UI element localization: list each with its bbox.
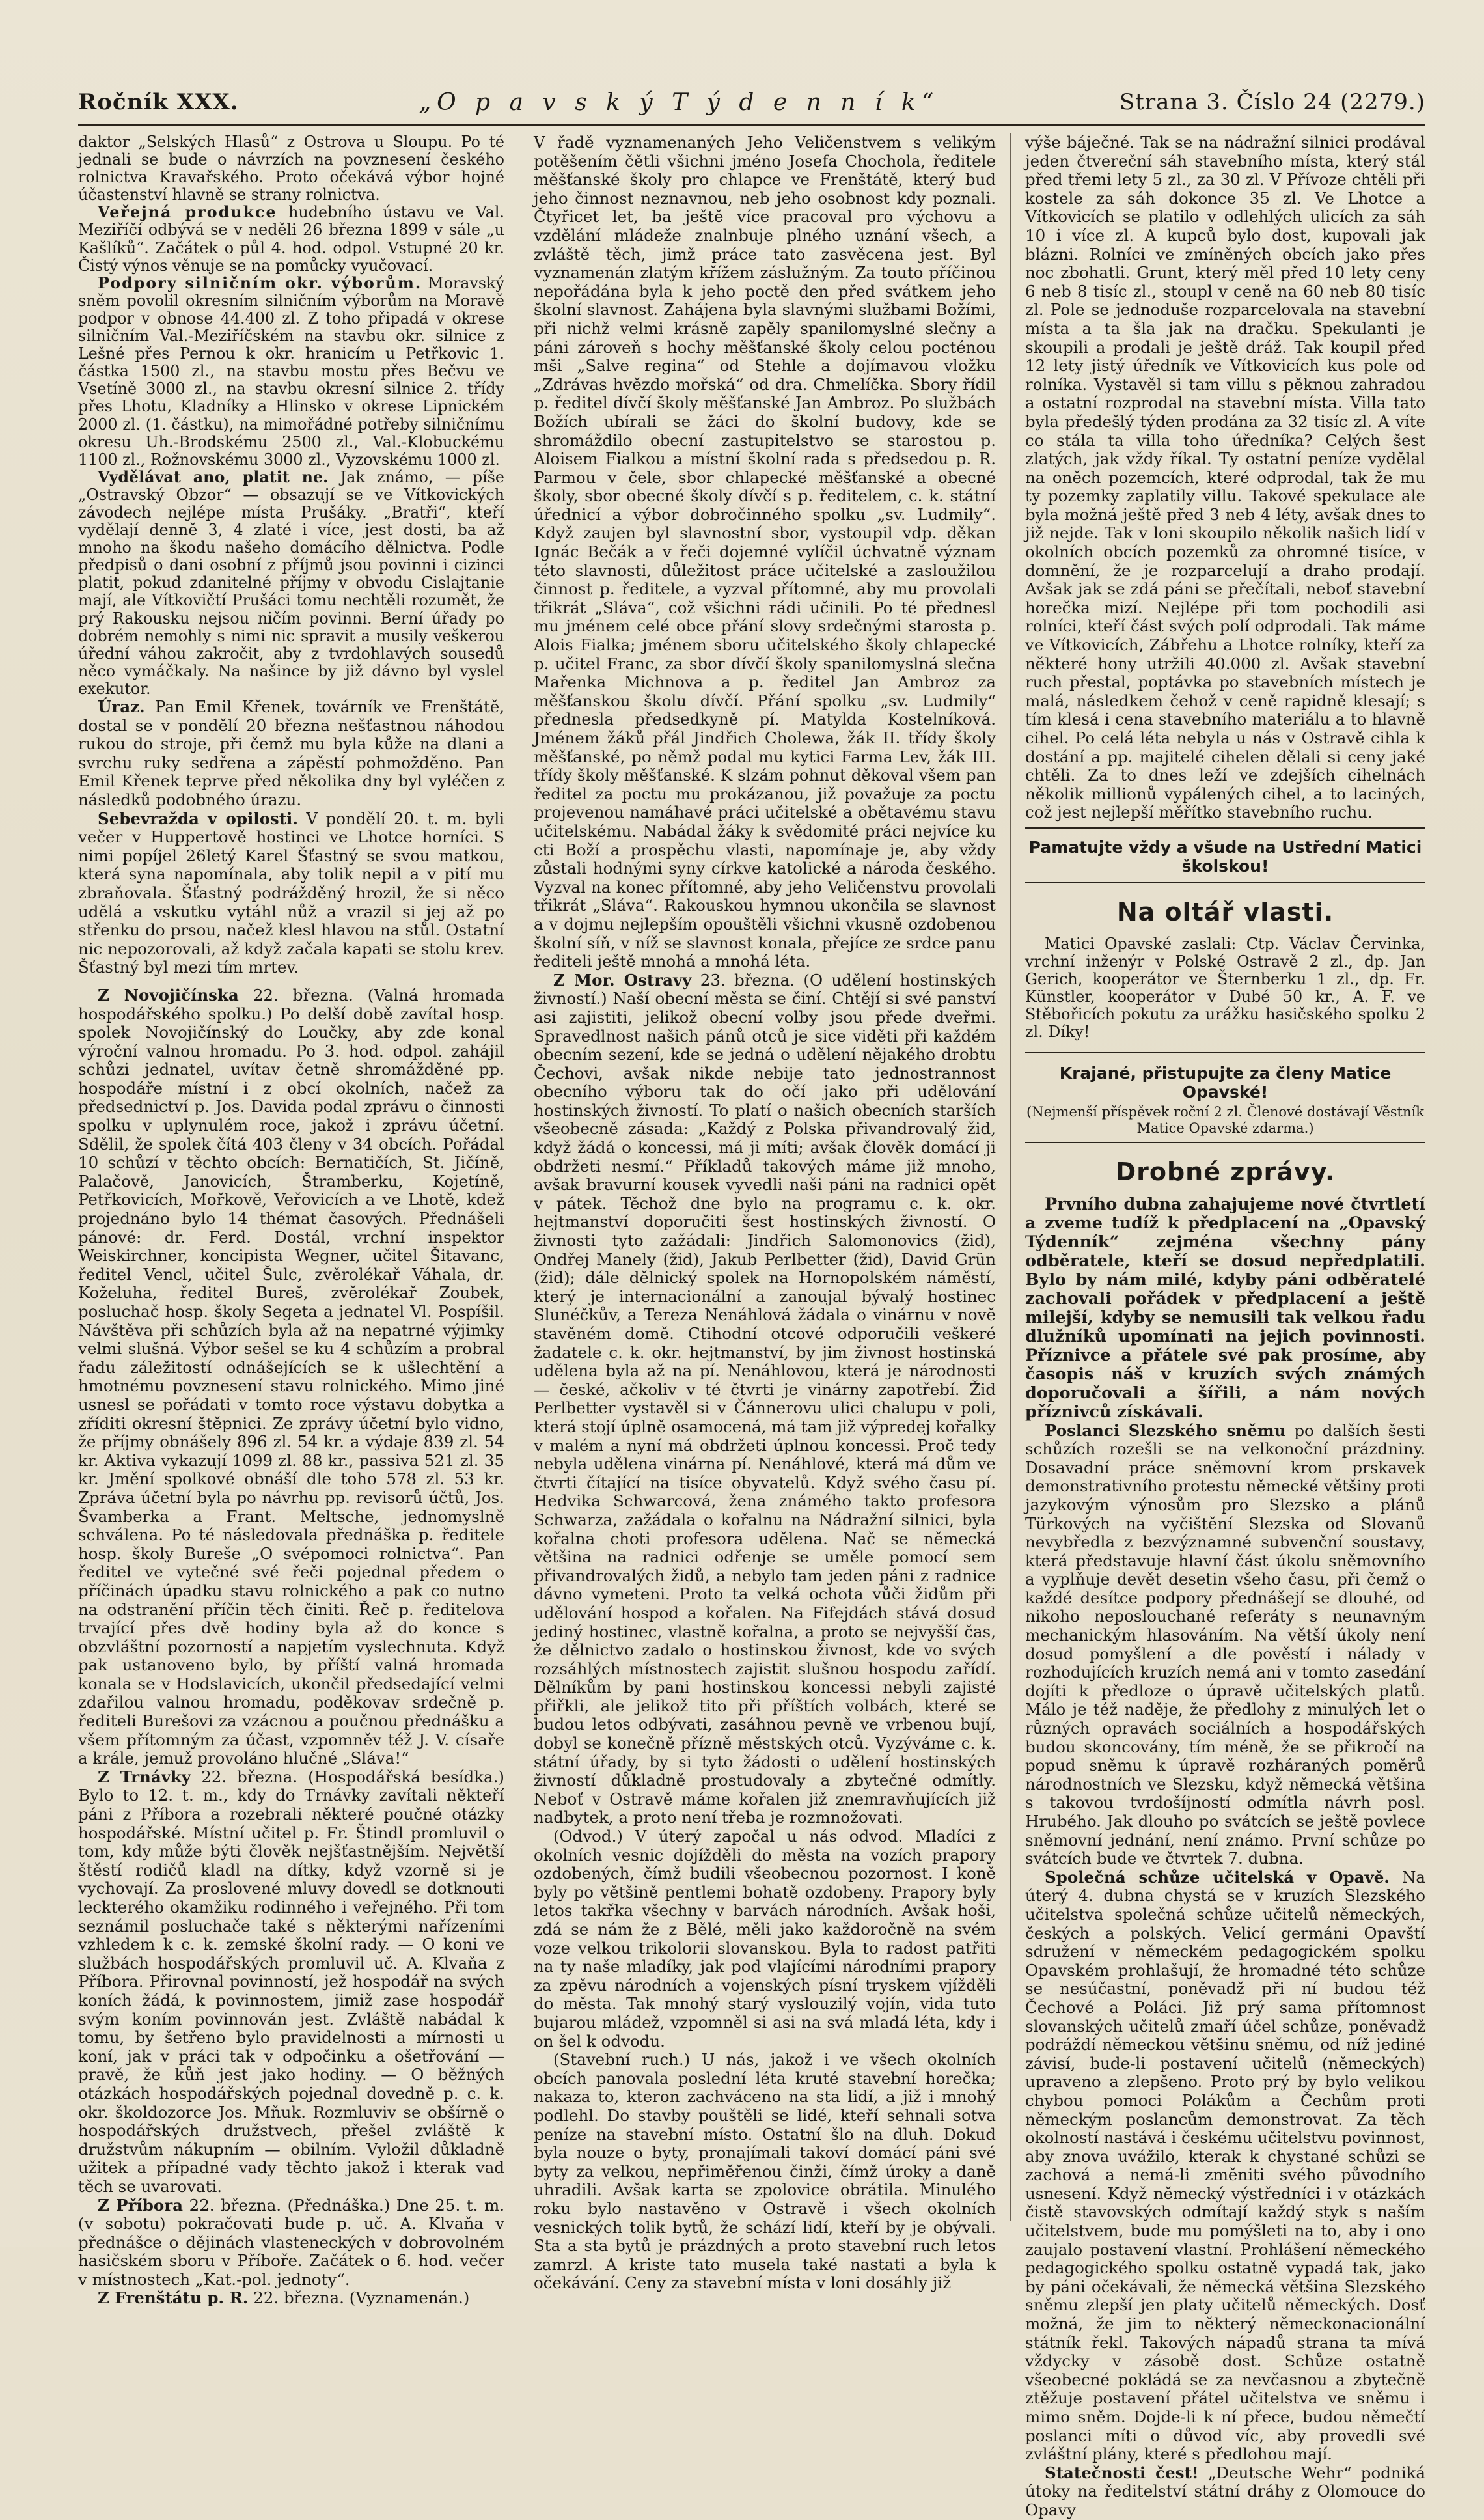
header-rule (78, 124, 1425, 126)
article-heading: Z Příbora (98, 2195, 184, 2215)
section-title: Drobné zprávy. (1115, 1157, 1336, 1186)
article-heading: Společná schůze učitelská v Opavě. (1045, 1867, 1390, 1887)
membership-appeal: Krajané, přistupujte za členy Matice Opavské! (1059, 1063, 1392, 1101)
section-rule (1025, 1052, 1425, 1053)
column-left (78, 133, 505, 2308)
article (78, 275, 504, 469)
columns (78, 133, 1425, 2519)
article (78, 2289, 504, 2308)
article-text: (Odvod.) V úterý započal u nás odvod. Mladíci z okolních vesnic dojížděli do města na vozích prapory ozdobených, čímž budili všeobecnou pozornost. I koně byly po většině pentlemi bohatě ozdobeny. Prapory byly letos takřka všechny v barvách národních. Avšak hoši, zdá se nám že z Bělé, měli jako každoročně na svém voze velkou trikolorii slovanskou. Byla to radost patřiti na ty naše mladíky, jak pod vlajícími národními prapory za zpěvu národních a vojenských písní tryskem vjížděli do města. Tak mnohý starý vyslouzilý vojín, vida tuto bujarou mládež, vzpomněl si asi na svá mladá léta, kdy i on šel k odvodu. (534, 1827, 996, 2051)
article-text: 22. března. (Valná hromada hospodářského spolku.) Po delší době zavítal hosp. spolek Novojičínský do Loučky, aby zde konal výroční valnou hromadu. Po 3. hod. odpol. zahájil schůzi jednatel, uvítav četně shromážděné pp. hospodáře místní i z obcí okolních, načež za předsednictví p. Jos. Davida podal zprávu o činnosti spolku v uplynulém roce, jakož i zprávu účetní. Sdělil, že spolek čítá 403 členy v 34 obcích. Pořádal 10 schůzí v těchto obcích: Bernatičích, St. Jičíně, Palačově, Janovicích, Štramberku, Kojetíně, Petřkovicích, Mořkově, Veřovicích a ve Lhotě, kdež projednáno bylo 14 thémat časových. Přednášeli pánové: dr. Ferd. Dostál, vrchní inspektor Weiskirchner, koncipista Wegner, učitel Šitavanc, ředitel Vencl, učitel Šulc, zvěrolékař Váhala, dr. Koželuha, ředitel Bureš, zvěrolékař Zoubek, posluchač hosp. školy Segeta a jednatel Vl. Pospíšil. Návštěva při schůzích byla až na nepatrné výjimky velmi slušná. Výbor sešel se ku 4 schůzím a probral řadu záležitostí odnášejících se k ušlechtění a hmotnému povznesení stavu rolnického. Mimo jiné usnesl se pořádati v tomto roce výstavu dobytka a zříditi okresní štěpnici. Ze zprávy účetní bylo vidno, že příjmy obnášely 896 zl. 54 kr. a výdaje 839 zl. 54 kr. Aktiva vykazují 1099 zl. 88 kr., passiva 521 zl. 35 kr. Jmění spolkové obnáší dle toho 578 zl. 53 kr. Zpráva účetní byla po návrhu pp. revisorů účtů, Jos. Švamberka a Frant. Meltsche, jednomyslně schválena. Po té následovala přednáška p. ředitele hosp. školy Bureše „O svépomoci rolnictva“. Pan ředitel ve vytečné své řeči pojednal předem o příčinách úpadku stavu rolnického a pak co nutno na odstranění příčin těch činiti. Řeč p. ředitelova trvající přes dvě hodiny byla až do konce s obzvláštní pozorností a napjetím vyslechnuta. Když pak ustanoveno bylo, by příští valná hromada konala se v Hodslavicích, ukončil předsedající velmi zdařilou valnou hromadu, poděkovav srdečně p. řediteli Burešovi za vzácnou a poučnou přednášku a všem přítomným za účast, vzpomněv též J. V. císaře a krále, jemuž provoláno hlučné „Sláva!“ (78, 985, 504, 1768)
article (1025, 1422, 1425, 1868)
donation-list: Matici Opavské zaslali: Ctp. Václav Červinka, vrchní inženýr v Polské Ostravě 2 zl., dp. Jan Gerich, kooperátor ve Šternberku 1 zl., dp. Fr. Künstler, kooperátor v Dubé 50 kr., A. F. ve Stěbořicích pokutu za urážku hasičského spolku 2 zl. Díky! (1025, 934, 1425, 1042)
matice-slogan: Pamatujte vždy a všude na Ustřední Matici školskou! (1028, 837, 1422, 876)
page-and-issue: Strana 3. Číslo 24 (2279.) (1119, 89, 1425, 115)
article-heading: Z Trnávky (98, 1767, 191, 1786)
article-text: po dalších šesti schůzích rozešli se na velkonoční prázdniny. Dosavadní práce sněmovní krom prskavek demonstrativního protestu německé většiny proti jazykovým výnosům pro Slezsko a plánů Türkových na vyčištění Slezska od Slovanů nevybředla z bezvýznamné subvenční soustavy, která představuje hlavní část úkolu sněmovního a vyplňuje devět desetin všeho času, při čemž o každé desítce podpory přednášejí se dlouhé, od nikoho neposlouchané referáty s neunavným mechanickým hlasováním. Na větší úkoly není dosud pomyšlení a dle pověstí i nálady v rozhodujících kruzích nemá ani v tomto zasedání dojíti k předloze o úpravě učitelských platů. Málo je též naděje, že předlohy z minulých let o různých opravách sociálních a hospodářských budou skoncovány, tím méně, že se přikročí na popud sněmu k úpravě rozháraných poměrů národnostních ve Slezsku, když německá většina s takovou tvrdošíjností odmítla návrh posl. Hrubého. Jak dlouho po svátcích se ještě povlece sněmovní jednání, není známo. První schůze po svátcích bude ve čtvrtek 7. dubna. (1025, 1420, 1425, 1868)
article-text: 23. března. (O udělení hostinských živností.) Naší obecní města se činí. Chtějí si své panství asi zajistiti, jelikož obecní volby jsou přede dveřmi. Spravedlnost našich pánů otců je sice viděti při každém obecním sezení, kde se jedná o udělení nějakého drobtu Čechovi, avšak nikde nebije tato jednostrannost obecního výboru tak do očí jako při udělování hostinských živností. To platí o našich obecních starších všeobecně zásada: „Každý z Polska přivandrovalý žid, když žádá o koncessi, má ji míti; avšak člověk domácí ji obdržeti nesmí.“ Příkladů takových máme již mnoho, avšak bravurní kousek vyvedli naši páni na radnici opět v pátek. Těchož dne bylo na programu c. k. okr. hejtmanství doporučiti šest hostinských živností. O živnosti tyto zažádali: Jindřich Salomonovics (žid), Ondřej Manely (žid), Jakub Perlbetter (žid), David Grün (žid); dále dělnický spolek na Hornopolském náměstí, který je internacionální a zanoujal bývalý hostinec Slunéčkův, a Tereza Nenáhlová žádala o vinárnu v nově stavěném domě. Ctihodní otcové odporučili veškeré žadatele c. k. okr. hejtmanství, by jim živnost hostinská udělena byla až na pí. Nenáhlovou, která je národnosti — české, ačkoliv v té čtvrti je vinárny zapotřebí. Žid Perlbetter vystavěl si v Čánnerovu ulici chalupu v poli, která stojí úplně osamocená, má tam již výpredej kořalky v malém a nyní má obdržeti úplnou koncessi. Proč tedy nebyla udělena vinárna pí. Nenáhlové, která má dům ve čtvrti čítající na tisíce obyvatelů. Když svého času pí. Hedvika Schwarcová, žena známého takto profesora Schwarza, zažádala o kořalnu na Nádražní silnici, byla kořalna choti profesora udělena. Nač se německá většina na radnici odřenje se uměle pomocí sem přivandrovalých židů, a nebylo tam jeden páni z radnice dávno vymeteni. Proto ta velká ochota vůči židům při udělování hospod a kořalen. Na Fifejdách stává dosud jediný hostinec, vlastně kořalna, a proto se nejvyšší čas, že dělnictvo zadalo o hostinskou živnost, kde vo svých rozsáhlých místnostech zajistit slušnou hospodu zařídí. Dělníkům by pani hostinskou koncessi nebyli zajisté přiřkli, ale jelikož tito při příštích volbách, které se budou letos odbývati, zasáhnou pevně ve vrbenou bují, dobyl se konečně přízně městských otců. Vyzýváme c. k. státní úřady, by si tyto žádosti o udělení hostinských živností důkladně prostudovaly a zbytečné odmítly. Neboť v Ostravě máme kořalen již znemravňujících již nadbytek, a proto není třeba je rozmnožovati. (534, 970, 996, 1827)
article-text: výše báječné. Tak se na nádražní silnici prodával jeden čtvereční sáh stavebního místa, který stál před třemi lety 5 zl., za 30 zl. V Přívoze chtěli při kostele za sáh dokonce 35 zl. Ve Lhotce a Vítkovicích se platilo v odlehlých ulicích za sáh 10 i více zl. A kupců bylo dost, kupovali jak blázni. Rolníci ve zmíněných obcích jako přes noc zbohatli. Grunt, který měl před 10 lety ceny 6 neb 8 tisíc zl., stoupl v ceně na 60 neb 80 tisíc zl. Pole se jednoduše rozparcelovala na stavební místa a ta šla jak na dračku. Spekulanti je skoupili a prodali je ještě dráž. Tak koupil před 12 lety jistý úředník ve Vítkovicích kus pole od rolníka. Vystavěl si tam villu s pěknou zahradou a ostatní rozprodal na stavební místa. Villa tato byla předešlý týden prodána za 32 tisíc zl. A víte co stála ta villa toho úředníka? Celých šest zlatých, jak vždy říkal. Ty ostatní peníze vydělal na oněch pozemcích, které odprodal, tak že mu ty pozemky zaplatily villu. Takové spekulace ale byla možná ještě před 3 neb 4 léty, avšak dnes to již nejde. Tak v loni skoupilo několik našich lidí v okolních obcích pozemků za ohromné tisíce, v domnění, že je rozparcelují a draho prodají. Avšak jak se zdá páni se přečítali, neboť stavební horečka mizí. Nejlépe při tom pochodili asi rolníci, kteří část svých polí odprodali. Tak máme ve Vítkovicích, Zábřehu a Lhotce rolníky, kteří za některé hony utržili 40.000 zl. Avšak stavební ruch přestal, poptávka po stavebních místech je malá, následkem čehož v ceně rapidně klesají; s tím klesá i cena stavebního materiálu a to hlavně cihel. Po celá léta nebyla u nás v Ostravě cihla k dostání a pp. majitelé cihelen dělali si ceny jaké chtěli. Za to dnes leží ve zdejších cihelnách několik millionů vypálených cihel, a to laciných, což jest nejlepší měřítko stavebního ruchu. (1025, 133, 1425, 822)
article-heading: Z Novojičínska (98, 985, 239, 1004)
article-text: „Deutsche Wehr“ podniká útoky na ředitelství státní dráhy z Olomouce do Opavy (1025, 2463, 1425, 2519)
article (78, 810, 504, 977)
article-text: Pan Emil Křenek, továrník ve Frenštátě, dostal se v pondělí 20 března nešťastnou náhodou rukou do stroje, při čemž mu byla kůže na dlani a svrchu ruky sedřena a zápěstí pohmožděno. Pan Emil Křenek teprve před několika dny byl vyléčen z následků podobného úrazu. (78, 697, 504, 809)
article-text: Moravský sněm povolil okresním silničním výborům na Moravě podpor v obnose 44.400 zl. Z toho připadá v okrese silničním Val.-Meziříčském na stavbu okr. silnice z Lešné přes Pernou k okr. hranicím u Petřkovic 1. částka 1500 zl., na stavbu mostu přes Bečvu ve Vsetíně 3000 zl., na stavbu okresní silnice 2. třídy přes Lhotu, Kladníky a Hlinsko v okrese Lipnickém 2000 zl. (1. částku), na mimořádné potřeby silničnímu okresu Uh.-Brodskému 2500 zl., Val.-Klobuckému 1100 zl., Rožnovskému 3000 zl., Vyzovskému 1000 zl. (78, 273, 504, 469)
article-text: 22. března. (Vyznamenán.) (253, 2288, 470, 2308)
article (78, 1768, 504, 2196)
column-right (1025, 133, 1425, 2519)
article-text: V pondělí 20. t. m. byli večer v Huppertově hostinci ve Lhotce horníci. S nimi popíjel 26letý Karel Šťastný se svou matkou, která syna napomínala, aby tolik nepil a v pití mu zbraňovala. Šťastný podrážděný hrozil, že si něco udělá a vskutku vytáhl nůž a vrazil si jej až po střenku do prsou, načež klesl hlavou na stůl. Ostatní nic nepozorovali, až když začala kapati se stolu krev. Šťastný byl mezi tím mrtev. (78, 809, 505, 977)
article-heading: Úraz. (98, 697, 145, 716)
section-rule (1025, 882, 1425, 883)
article-text: hudebního ústavu ve Val. Meziříčí odbývá se v neděli 26 března 1899 v sále „u Kašlíků“. Začátek o půl 4. hod. odpol. Vstupné 20 kr. Čistý výnos věnuje se na pomůcky vyučovací. (78, 203, 504, 275)
article (1025, 1868, 1425, 2464)
membership-appeal-note: (Nejmenší příspěvek roční 2 zl. Členové dostávají Věstník Matice Opavské zdarma.) (1026, 1103, 1424, 1136)
article-heading: Sebevražda v opilosti. (98, 809, 298, 828)
article-text: 22. března. (Přednáška.) Dne 25. t. m. (v sobotu) pokračovati bude p. uč. A. Klvaňa v přednášce o dějinách vlasteneckých v dobrovolném hasičském sboru v Příboře. Začátek o 6. hod. večer v místnostech „Kat.-pol. jednoty“. (78, 2195, 504, 2289)
volume-label: Ročník XXX. (78, 89, 239, 115)
article (78, 2196, 504, 2290)
newspaper-title: „O p a v s k ý T ý d e n n í k“ (419, 89, 940, 116)
article-text: daktor „Selských Hlasů“ z Ostrova u Sloupu. Po té jednali se bude o návrzích na povznesení českého rolnictva Kravařského. Proto očekává výbor hojné účastenství hlavně se strany rolnictva. (78, 133, 504, 204)
subscription-notice: Prvního dubna zahajujeme nové čtvrtletí a zveme tudíž k předplacení na „Opavský Týdenník“ zejména všechny pány odběratele, kteří se dosud nepředplatili. Bylo by nám milé, kdyby páni odběratelé zachovali pořádek v předplacení a ještě milejší, kdyby se nemusili tak velkou řadu dlužníků upomínati na jejich povinnosti. Příznivce a přátele své pak prosíme, aby časopis náš v kruzích svých známých doporučovali a šířili, a nám nových příznivců získávali. (1025, 1194, 1425, 1422)
article-text: V řadě vyznamenaných Jeho Veličenstvem s velikým potěšením čětli všichni jméno Josefa Chochola, ředitele měšťanské školy pro chlapce ve Frenštátě, který bud jeho činnost neznavnou, neb jeho osobnost kdy poznali. Čtyřicet let, ba ještě více pracoval pro výchovu a vzdělání mládeže znalnbuje plného uznání všech, a zvláště těch, jimž práce tato zasvěcena jest. Byl vyznamenán zlatým křížem záslužným. Za touto příčinou nepořádána byla k jeho poctě den před svátkem jeho školní slavnost. Zahájena byla slavnými službami Božími, při nichž velmi krásně zapěly spanilomyslné slečny a páni zároveň s hochy měšťanské školy celou pocténou mši „Salve regina“ od Stehle a dojímavou vložku „Zdrávas hvězdo mořská“ od dra. Chmelíčka. Sbory řídil p. ředitel dívčí školy měšťanské Jan Ambroz. Po službách Božích ubírali se žáci do školní budovy, kde se shromáždilo obecní zastupitelstvo se starostou p. Aloisem Fialkou a místní školní rada s předsedou p. R. Parmou v čele, sbor chlapecké měšťanské a obecné školy, sbor obecné školy dívčí s p. ředitelem, c. k. státní úřednicí a výbor dobročinného spolku „sv. Ludmily“. Když zaujen byl slavnostní sbor, vystoupil vdp. děkan Ignác Bečák a v řeči dojemné vylíčil úchvatně význam této slavnosti, důležitost práce učitelské a zasloužilou činnost p. ředitele, a vyzval přítomné, aby mu provolali třikrát „Sláva“, což všichni rádi učinili. Po té přednesl mu jménem celé obce přání slovy srdečnými starosta p. Alois Fialka; jménem sboru učitelského školy chlapecké p. učitel Franc, za sbor dívčí školy spanilomyslná slečna Mařenka Michnova a p. ředitel Jan Ambroz za měšťanskou školu dívčí. Přání spolku „sv. Ludmily“ přednesla předsedkyně pí. Matylda Kostelníková. Jménem žáků přál Jindřich Cholewa, žák II. třídy školy měšťanské, po němž podal mu kytici Farma Lev, žák III. třídy školy měšťanské. K slzám pohnut děkoval všem pan ředitel za poctu mu prokázanou, již považuje za poctu projevenou namáhavé práci učitelské a obětavému stavu učitelskému. Nabádal žáky k svědomité práci nejvíce ku cti Boží a prospěchu vlasti, napomínaje je, aby vždy zůstali hodnými syny církve katolické a národa českého. Vyzval na konec přítomné, aby jeho Veličenstvu provolali třikrát „Sláva“. Rakouskou hymnou ukončila se slavnost a v dojmu nejlepším opouštěli všichni vkusně ozdobenou školní síň, v níž se slavnost konala, přejíce ze srdce panu řediteli ještě mnohá a mnohá léta. (534, 133, 996, 971)
article-heading: Veřejná produkce (98, 203, 277, 222)
column-divider (1010, 133, 1011, 2221)
article-text: 22. března. (Hospodářská besídka.) Bylo to 12. t. m., kdy do Trnávky zavítali někteří páni z Příbora a rozebrali některé poučné otázky hospodářské. Místní učitel p. Fr. Štindl promluvil o tom, kdy může býti člověk nejšťastnějším. Největší štěstí rodičů kladl na dítky, když vzorně si je vychovají. Za proslovené mluvy dovedl se dotknouti leckterého okamžiku rodinného i veřejného. Při tom seznámil posluchače také s některými nařízeními vzhledem k c. k. zemské školní rady. — O koni ve službách hospodářských promluvil uč. A. Klvaňa z Příbora. Přirovnal povinností, jež hospodář na svých koních žádá, k povinnostem, jimiž zase hospodář svým koním povinnován jest. Zvláště nabádal k tomu, by šetřeno bylo pravidelnosti a mírnosti u koní, jak v práci tak v odpočinku a ošetřování — pravě, že kůň jest jako hodiny. — O běžných otázkách hospodářských pojednal dovedně p. c. k. okr. školdozorce Jos. Mňuk. Rozmluviv se obšírně o hospodářských družstvech, přešel zvláště k družstvům nákupním — obilním. Vyložil důkladně užitek a případné vady těchto jakož i kterak vad těch se uvarovati. (78, 1767, 504, 2196)
article-text: Na úterý 4. dubna chystá se v kruzích Slezského učitelstva společná schůze učitelů německých, českých a polských. Velicí germáni Opavští sdružení v německém pedagogickém spolku Opavském prohlašují, že hromadné této schůze se nesúčastní, poněvadž při ní budou též Čechové a Poláci. Již prý sama přítomnost slovanských učitelů zmaří účel schůze, poněvadž podráždí německou většinu sněmu, od níž jediné závisí, bude-li postavení učitelů (německých) upraveno a zlepšeno. Proto prý by bylo velikou chybou pomoci Polákům a Čechům proti německým poslancům demonstrovat. Za těch okolností nastává i českému učitelstvu povinnost, aby znova uvážilo, kterak k chystané schůzi se zachová a nemá-li změniti svého původního usnesení. Když německý výstředníci i v otázkách čistě stavovských odmítají každý styk s naším učitelstvem, bude mu pomýšleti na to, aby i ono zaujalo postavení vlastní. Prohlášení německého pedagogického spolku ostatně vypadá tak, jako by páni očekávali, že německá většina Slezského sněmu zlepší jen platy učitelů německých. Dosť možná, že jim to některý německonacionální státník řekl. Takových nápadů strana ta mívá vždycky v zásobě dost. Schůze ostatně všeobecné pokládá se za nevčasnou a zbytečně ztěžuje postavení přátel učitelstva ve sněmu i mimo sněm. Dojde-li k ní přece, budou němečtí poslanci míti o důvod víc, aby provedli své zvláštní plány, které s předlohou mají. (1025, 1867, 1425, 2464)
article-heading: Vydělávat ano, platit ne. (98, 467, 329, 486)
article-heading: Statečnosti čest! (1045, 2463, 1199, 2482)
article-heading: Podpory silničním okr. výborům. (98, 273, 422, 292)
article-heading: Poslanci Slezského sněmu (1045, 1420, 1286, 1440)
page-header (78, 85, 1425, 120)
section-title: Na oltář vlasti. (1116, 897, 1334, 926)
section-rule (1025, 827, 1425, 829)
section-rule (1025, 1142, 1425, 1143)
article (534, 971, 996, 1827)
article (78, 698, 504, 810)
article-text: Jak známo, — píše „Ostravský Obzor“ — obsazují se ve Vítkovických závodech nejlépe místa Prušáky. „Bratři“, kteří vydělají denně 3, 4 zlaté i více, jest dosti, ba až mnoho na škodu našeho domácího dělnictva. Podle předpisů o dani osobní z příjmů jsou povinni i cizinci platit, pokud zdanitelné příjmy v obvodu Cislajtanie mají, ale Vítkovičtí Prušáci tomu nechtěli rozumět, že prý Rakousku nejsou ničím povinni. Berní úřady po dobrém nemohly s nimi nic spravit a musily veškerou úřední váhou zakročit, aby z tvrdohlavých sousedů něco vymáčkaly. Na našince by již dávno byl vyslel exekutor. (78, 467, 504, 698)
column-middle (534, 133, 996, 2293)
article-heading: Z Mor. Ostravy (553, 970, 692, 990)
article (78, 204, 504, 274)
article (78, 469, 504, 698)
article (78, 986, 504, 1768)
article-text: (Stavební ruch.) U nás, jakož i ve všech okolních obcích panovala poslední léta kruté stavební horečka; nakaza to, kteron zachváceno na sta lidí, a již i mnohý podlehl. Do stavby pouštěli se lidé, kteří sehnali sotva peníze na stavební místo. Ostatní šlo na dluh. Dokud byla nouze o byty, pronajímali takoví domácí páni své byty za velkou, nepřiměřenou činži, čímž úroky a daně uhradili. Avšak karta se zpolovice obrátila. Minulého roku bylo nastavěno v Ostravě i všech okolních vesnických tolik bytů, že schází lidí, kteří by je obývali. Sta a sta bytů je prázdných a proto stavební ruch letos zamrzl. A kriste tato musela také nastati a byla k očekávání. Ceny za stavební místa v loni dosáhly již (534, 2050, 996, 2293)
article (1025, 2464, 1425, 2520)
article-heading: Z Frenštátu p. R. (98, 2288, 249, 2308)
